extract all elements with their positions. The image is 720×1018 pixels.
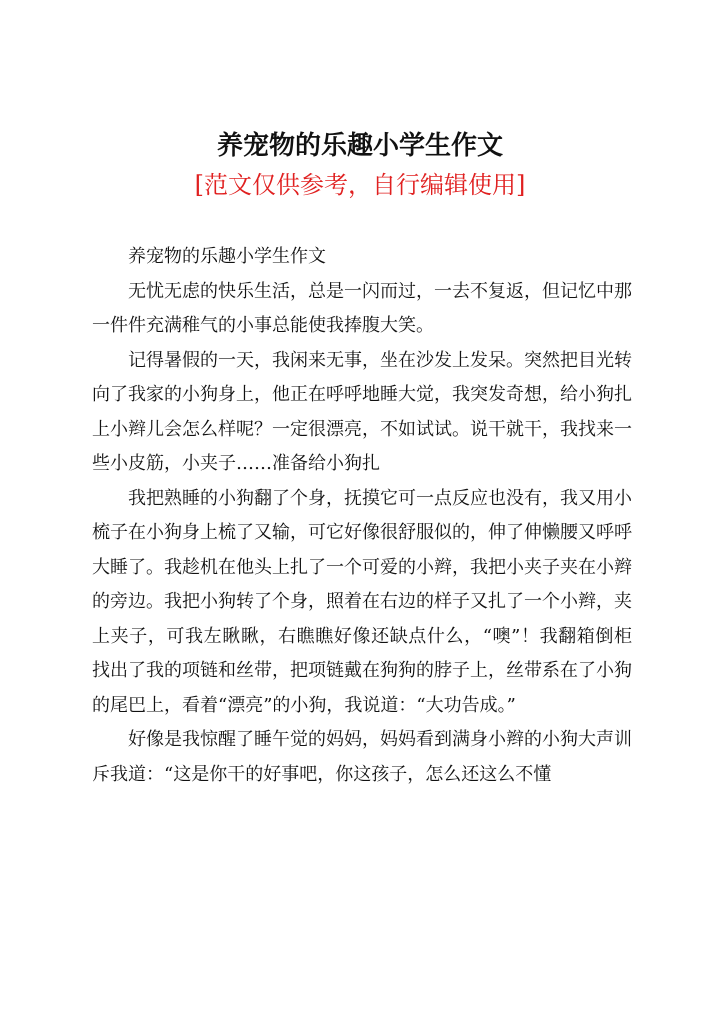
paragraph: 无忧无虑的快乐生活，总是一闪而过，一去不复返，但记忆中那一件件充满稚气的小事总能使我捧腹大笑。	[92, 280, 632, 336]
paragraph: 好像是我惊醒了睡午觉的妈妈，妈妈看到满身小辫的小狗大声训斥我道：“这是你干的好事吧，你这孩子，怎么还这么不懂	[92, 729, 632, 785]
document-body	[92, 240, 632, 792]
document-subtitle: [范文仅供参考，自行编辑使用]	[194, 171, 526, 199]
paragraph: 我把熟睡的小狗翻了个身，抚摸它可一点反应也没有，我又用小梳子在小狗身上梳了又输，可它好像很舒服似的，伸了伸懒腰又呼呼大睡了。我趁机在他头上扎了一个可爱的小辫，我把小夹子夹在小辫的旁边。我把小狗转了个身，照着在右边的样子又扎了一个小辫，夹上夹子，可我左瞅瞅，右瞧瞧好像还缺点什么，“噢”！我翻箱倒柜找出了我的项链和丝带，把项链戴在狗狗的脖子上，丝带系在了小狗的尾巴上，看着“漂亮”的小狗，我说道：“大功告成。”	[92, 487, 632, 716]
document-title: 养宠物的乐趣小学生作文	[216, 131, 503, 161]
paragraph-heading: 养宠物的乐趣小学生作文	[128, 246, 326, 267]
paragraph: 记得暑假的一天，我闲来无事，坐在沙发上发呆。突然把目光转向了我家的小狗身上，他正在呼呼地睡大觉，我突发奇想，给小狗扎上小辫儿会怎么样呢？一定很漂亮，不如试试。说干就干，我找来一些小皮筋，小夹子……准备给小狗扎	[92, 349, 632, 474]
